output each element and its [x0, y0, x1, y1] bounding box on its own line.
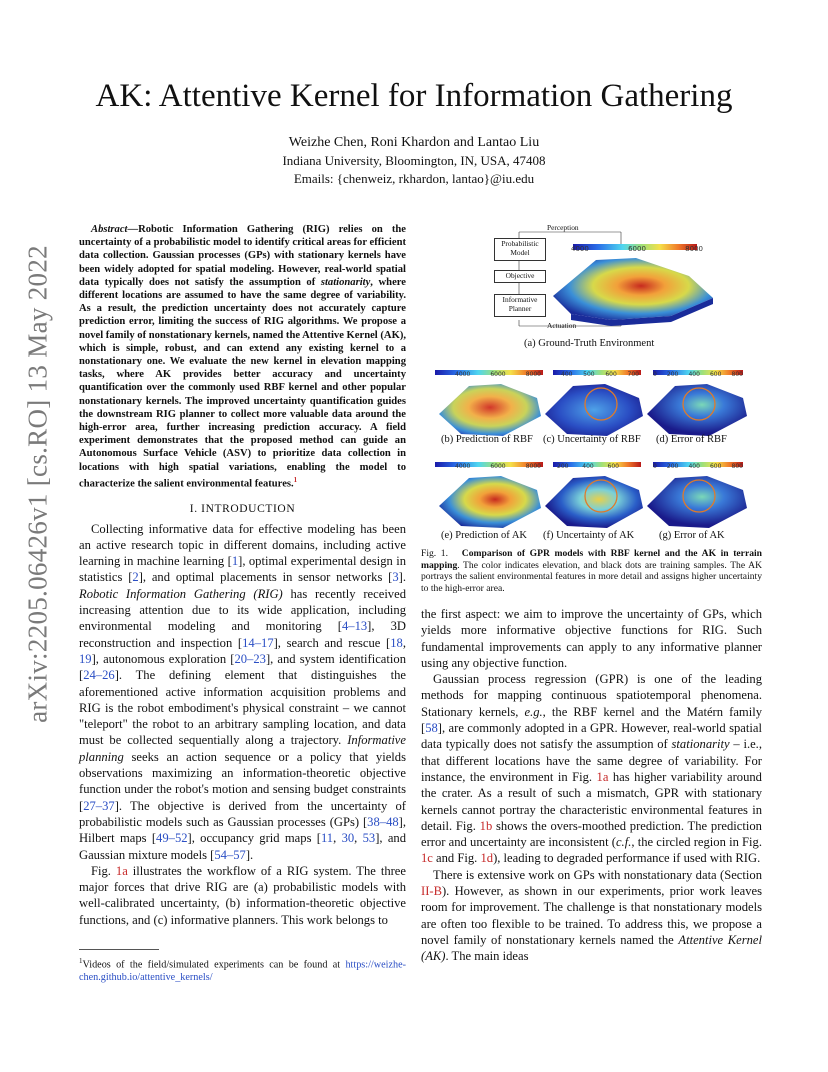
- footnote-number: 1: [79, 957, 83, 965]
- flow-perception: Perception: [547, 223, 579, 232]
- footnote: [79, 955, 406, 985]
- flow-box-model: [494, 238, 546, 261]
- footnote-text: Videos of the field/simulated experiments can be found at: [82, 959, 346, 971]
- flow-planner-line1: Informative: [502, 295, 538, 304]
- citation[interactable]: 20–23: [234, 651, 266, 666]
- flow-planner-line2: Planner: [508, 304, 532, 313]
- intro-paragraph-1: Collecting informative data for effective modeling has been an active research topic in different domains, including active learning in machine learning [1], optimal experimental design in statistics [2], and optimal placements in sensor networks [3]. Robotic Information Gathering (RIG) has recently received increasing attention due to its wide application, including environmental modeling and monitoring [4–13], 3D reconstruction and inspection [14–17], search and rescue [18, 19], autonomous exploration [20–23], and system identification [24–26]. The defining element that distinguishes the aforementioned active information acquisition problems and RIG is the robot embodiment's physical constraint – we cannot "teleport" the robot to an arbitrary sampling location, and data must be collected sequentially along a trajectory. Informative planning seeks an action sequence or a policy that yields observations maximizing an information-theoretic objective function under the robot's motion and sensing budget constraints [27–37]. The objective is derived from the uncertainty of probabilistic models such as Gaussian processes (GPs) [38–48], Hilbert maps [49–52], occupancy grid maps [11, 30, 53], and Gaussian mixture models [54–57].: [79, 521, 407, 862]
- citation[interactable]: 30: [341, 831, 355, 846]
- ticks-f: [557, 463, 619, 470]
- citation[interactable]: 4–13: [341, 619, 368, 634]
- tick-label: 800: [731, 371, 743, 378]
- citation[interactable]: 11: [320, 831, 334, 846]
- flow-box-objective: Objective: [494, 270, 546, 283]
- tick-label: 800: [731, 463, 743, 470]
- citation[interactable]: 3: [392, 570, 399, 585]
- figure-1-caption: [421, 548, 762, 594]
- figure-reference[interactable]: 1c: [421, 851, 433, 866]
- emails: Emails: {chenweiz, rkhardon, lantao}@iu.edu: [293, 171, 535, 186]
- citation[interactable]: 18: [390, 635, 403, 650]
- panel-b: [435, 370, 543, 436]
- subcaption-c: (c) Uncertainty of RBF: [543, 434, 641, 445]
- tick-label: 600: [605, 371, 617, 378]
- tick-label: 600: [607, 463, 619, 470]
- right-paragraph-1: the first aspect: we aim to improve the uncertainty of GPs, which yields more informative objective functions for RIG. Such fundamental improvements can apply to any informative planner using any objective function.: [421, 607, 762, 670]
- citation[interactable]: 24–26: [83, 668, 115, 683]
- tick-label: 4000: [455, 371, 471, 378]
- tick-label: 200: [666, 463, 679, 470]
- tick-label: 500: [583, 371, 595, 378]
- ticks-b: [455, 371, 541, 378]
- figure-reference[interactable]: 1a: [596, 769, 609, 784]
- panel-c: [545, 370, 643, 436]
- figure-reference[interactable]: 1b: [479, 818, 493, 833]
- abstract-label: Abstract: [91, 224, 128, 235]
- caption-text: . The color indicates elevation, and black dots are training samples. The AK portrays the salient environmental features in more detail and assigns higher uncertainty to the high-error area.: [421, 559, 762, 594]
- terrain-uncertainty-rbf: [545, 384, 643, 436]
- section-reference[interactable]: II-B: [421, 884, 442, 899]
- citation[interactable]: 54–57: [214, 847, 246, 862]
- author-block: [0, 134, 828, 188]
- citation[interactable]: 2: [132, 570, 139, 585]
- footnote-marker[interactable]: 1: [293, 475, 298, 484]
- tick-label: 8000: [525, 371, 541, 378]
- tick-label: 8000: [525, 463, 541, 470]
- tick-label: 4000: [455, 463, 471, 470]
- tick-label: 400: [688, 371, 700, 378]
- caption-label: Fig. 1.: [421, 548, 448, 559]
- flow-box-planner: [494, 294, 546, 317]
- right-column: [421, 606, 762, 965]
- terrain-prediction-ak: [439, 476, 541, 528]
- tick-label: 400: [582, 463, 594, 470]
- flow-model-line1: Probabilistic: [501, 239, 539, 248]
- figure-1-graphics: [421, 218, 762, 543]
- citation[interactable]: 49–52: [156, 831, 188, 846]
- right-paragraph-2: Gaussian process regression (GPR) is one of the leading methods for mapping continuous spatiotemporal phenomena. Stationary kernels, e.g., the RBF kernel and the Matérn family [58], are commonly adopted in a GPR. However, real-world spatial data typically does not satisfy the assumption of stationarity – i.e., that different locations have the same degree of variability. For instance, the environment in Fig. 1a has higher variability around the crater. As a result of such a mismatch, GPR with stationary kernels cannot portray the characteristic environmental features in detail. Fig. 1b shows the overs-moothed prediction. The prediction error and uncertainty are inconsistent (c.f., the circled region in Fig. 1c and Fig. 1d), leading to degraded performance if used with RIG.: [421, 672, 762, 866]
- paper-title: AK: Attentive Kernel for Information Gathering: [95, 78, 733, 114]
- left-column: [79, 223, 406, 928]
- panel-e: [435, 462, 543, 528]
- subcaption-d: (d) Error of RBF: [656, 434, 727, 445]
- citation[interactable]: 27–37: [83, 798, 115, 813]
- tick-label: 8000: [685, 245, 703, 253]
- footnote-link[interactable]: https://weizhe-chen.github.io/attentive_kernels/: [79, 959, 406, 983]
- ticks-d: [653, 371, 743, 378]
- affiliation: Indiana University, Bloomington, IN, USA, 47408: [282, 153, 546, 168]
- tick-label: 400: [561, 371, 573, 378]
- tick-label: 700: [627, 371, 639, 378]
- right-paragraph-3: There is extensive work on GPs with nonstationary data (Section II-B). However, as shown in our experiments, prior work leaves room for improvement. The challenge is that nonstationary models are often too flexible to be trained. To address this, we propose a novel family of nonstationary kernels named the Attentive Kernel (AK). The main ideas: [421, 867, 762, 964]
- tick-label: 6000: [490, 463, 506, 470]
- citation[interactable]: 53: [362, 831, 376, 846]
- tick-label: 0: [653, 371, 657, 378]
- abstract-emphasis: stationarity: [320, 276, 371, 288]
- subcaption-f: (f) Uncertainty of AK: [543, 530, 635, 541]
- panel-g: [647, 462, 747, 528]
- arxiv-id: arXiv:2205.06426v1 [cs.RO] 13 May 2022: [22, 245, 53, 723]
- ticks-c: [561, 371, 639, 378]
- ticks-a: [571, 245, 703, 253]
- figure-1: [421, 218, 762, 543]
- terrain-prediction-rbf: [439, 384, 541, 436]
- intro-paragraph-2: Fig. 1a illustrates the workflow of a RIG system. The three major forces that drive RIG are (a) probabilistic models with well-calibrated uncertainty, (b) information-theoretic objective functions, and (c) informative planners. This work belongs to: [79, 863, 406, 927]
- panel-f: [545, 462, 643, 528]
- figure-reference[interactable]: 1d: [480, 851, 494, 866]
- citation[interactable]: 1: [231, 554, 239, 569]
- flow-actuation: Actuation: [547, 321, 577, 330]
- citation[interactable]: 14–17: [242, 635, 274, 650]
- tick-label: 0: [653, 463, 657, 470]
- subcaption-a: (a) Ground-Truth Environment: [524, 338, 655, 349]
- tick-label: 600: [709, 463, 722, 470]
- terrain-uncertainty-ak: [545, 476, 643, 528]
- abstract-text: —Robotic Information Gathering (RIG) relies on the uncertainty of a probabilistic model to identify critical areas for efficient data collection. Gaussian processes (GPs) with stationary kernels have been widely adopted for spatial modeling. However, real-world spatial data typically does not satisfy the assumption of: [79, 224, 406, 288]
- arxiv-stamp: [18, 245, 58, 723]
- tick-label: 4000: [571, 245, 589, 253]
- subcaption-g: (g) Error of AK: [659, 530, 725, 541]
- tick-label: 200: [666, 371, 679, 378]
- panel-d: [647, 370, 747, 436]
- tick-label: 400: [688, 463, 700, 470]
- citation[interactable]: 19: [79, 651, 92, 666]
- citation[interactable]: 38–48: [367, 814, 399, 829]
- tick-label: 6000: [628, 245, 646, 253]
- authors: Weizhe Chen, Roni Khardon and Lantao Liu: [288, 135, 540, 150]
- ticks-g: [653, 463, 743, 470]
- flow-model-line2: Model: [510, 248, 530, 257]
- section-heading-introduction: I. INTRODUCTION: [189, 502, 296, 515]
- abstract-text-2: , where different locations are assumed to have the same degree of variability. As a result, the prediction uncertainty does not accurately capture prediction error, limiting the success of RIG algorithms. We propose a novel family of nonstationary kernels, named the Attentive Kernel (AK), which is simple, robust, and can extend any existing kernel to a nonstationary one. We evaluate the new kernel in elevation mapping tasks, where AK provides better accuracy and uncertainty quantification over the commonly used RBF kernel and other popular nonstationary kernels. The improved uncertainty quantification guides the downstream RIG planner to collect more valuable data around the high-error area, further increasing prediction accuracy. A field experiment demonstrates that the proposed method can guide an Autonomous Surface Vehicle (ASV) to prioritize data collection in locations with high spatial variations, enabling the model to characterize the salient environmental features.: [79, 276, 406, 490]
- abstract: [79, 223, 406, 491]
- tick-label: 200: [557, 463, 569, 470]
- tick-label: 600: [709, 371, 722, 378]
- subcaption-e: (e) Prediction of AK: [441, 530, 528, 541]
- caption-bold: Comparison of GPR models with RBF kernel and the AK in terrain mapping: [421, 548, 762, 571]
- subcaption-b: (b) Prediction of RBF: [441, 434, 533, 445]
- tick-label: 6000: [490, 371, 506, 378]
- terrain-error-rbf: [647, 384, 747, 436]
- ticks-e: [455, 463, 541, 470]
- citation[interactable]: 58: [425, 721, 438, 736]
- footnote-rule: [79, 949, 159, 950]
- terrain-error-ak: [647, 476, 747, 528]
- figure-reference[interactable]: 1a: [115, 863, 128, 878]
